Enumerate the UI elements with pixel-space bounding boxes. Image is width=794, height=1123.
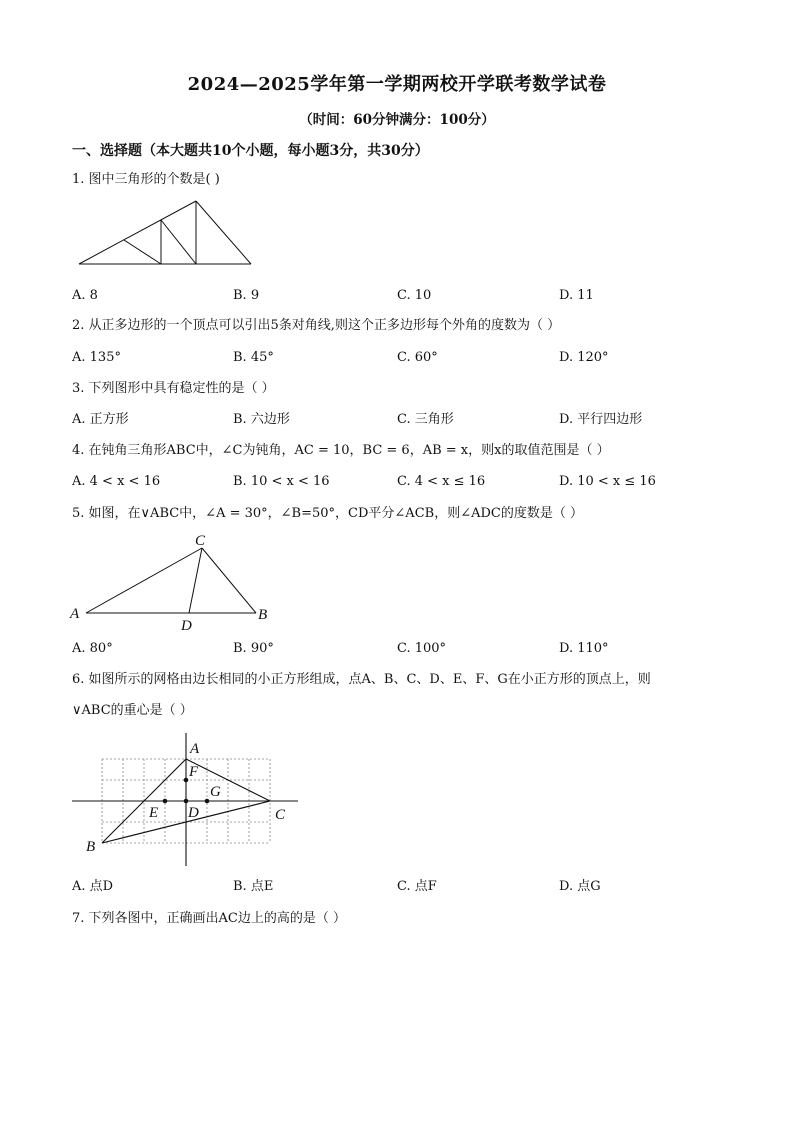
q1-option-b: B. 9 xyxy=(233,288,260,303)
q5-label-d: D xyxy=(181,618,192,634)
q4-option-d: D. 10 < x ≤ 16 xyxy=(559,474,656,489)
q2-option-b: B. 45° xyxy=(233,350,274,365)
q3-option-b: B. 六边形 xyxy=(233,412,290,427)
q3-option-c: C. 三角形 xyxy=(397,412,454,427)
question-6-stem-line-1: 6. 如图所示的网格由边长相同的小正方形组成，点A、B、C、D、E、F、G在小正方形的顶点上，则 xyxy=(72,672,651,687)
q6-option-d: D. 点G xyxy=(559,879,601,894)
section-heading: 一、选择题（本大题共10个小题，每小题3分，共30分） xyxy=(72,143,429,159)
q4-option-a: A. 4 < x < 16 xyxy=(72,474,161,489)
q5-label-b: B xyxy=(258,607,268,623)
q3-option-a: A. 正方形 xyxy=(72,412,129,427)
q6-label-f: F xyxy=(189,764,199,780)
q6-label-b: B xyxy=(86,839,96,855)
q5-option-d: D. 110° xyxy=(559,641,609,656)
question-6-stem-line-2: ∨ABC的重心是（ ） xyxy=(72,703,193,718)
q5-option-b: B. 90° xyxy=(233,641,274,656)
question-4-stem: 4. 在钝角三角形ABC中，∠C为钝角，AC = 10，BC = 6，AB = x，则x的取值范围是（ ） xyxy=(72,443,610,458)
q5-option-a: A. 80° xyxy=(72,641,113,656)
q1-option-d: D. 11 xyxy=(559,288,594,303)
q3-option-d: D. 平行四边形 xyxy=(559,412,643,427)
q1-option-a: A. 8 xyxy=(72,288,98,303)
q1-option-c: C. 10 xyxy=(397,288,432,303)
q4-option-b: B. 10 < x < 16 xyxy=(233,474,330,489)
q6-label-e: E xyxy=(149,805,159,821)
q6-option-b: B. 点E xyxy=(233,879,274,894)
q6-option-c: C. 点F xyxy=(397,879,437,894)
q6-option-a: A. 点D xyxy=(72,879,114,894)
q6-label-a: A xyxy=(190,741,200,757)
exam-title: 2024—2025学年第一学期两校开学联考数学试卷 xyxy=(187,74,607,95)
question-7-stem: 7. 下列各图中，正确画出AC边上的高的是（ ） xyxy=(72,911,347,926)
exam-subtitle: （时间：60分钟满分：100分） xyxy=(299,112,495,128)
q6-point-e xyxy=(163,799,168,804)
q2-option-c: C. 60° xyxy=(397,350,438,365)
q6-point-f xyxy=(184,778,189,783)
question-3-stem: 3. 下列图形中具有稳定性的是（ ） xyxy=(72,381,275,396)
q5-option-c: C. 100° xyxy=(397,641,447,656)
q4-option-c: C. 4 < x ≤ 16 xyxy=(397,474,486,489)
q5-label-a: A xyxy=(70,606,80,622)
q6-point-g xyxy=(205,799,210,804)
question-2-stem: 2. 从正多边形的一个顶点可以引出5条对角线,则这个正多边形每个外角的度数为（ ） xyxy=(72,318,561,333)
q6-label-g: G xyxy=(210,784,221,800)
q5-label-c: C xyxy=(195,533,206,549)
question-1-stem: 1. 图中三角形的个数是( ) xyxy=(72,172,220,187)
q6-label-c: C xyxy=(275,807,286,823)
q6-point-d xyxy=(184,799,189,804)
q2-option-d: D. 120° xyxy=(559,350,609,365)
q6-label-d: D xyxy=(188,805,199,821)
q2-option-a: A. 135° xyxy=(72,350,121,365)
question-5-stem: 5. 如图，在∨ABC中，∠A = 30°，∠B=50°，CD平分∠ACB，则∠ADC的度数是（ ） xyxy=(72,506,583,521)
